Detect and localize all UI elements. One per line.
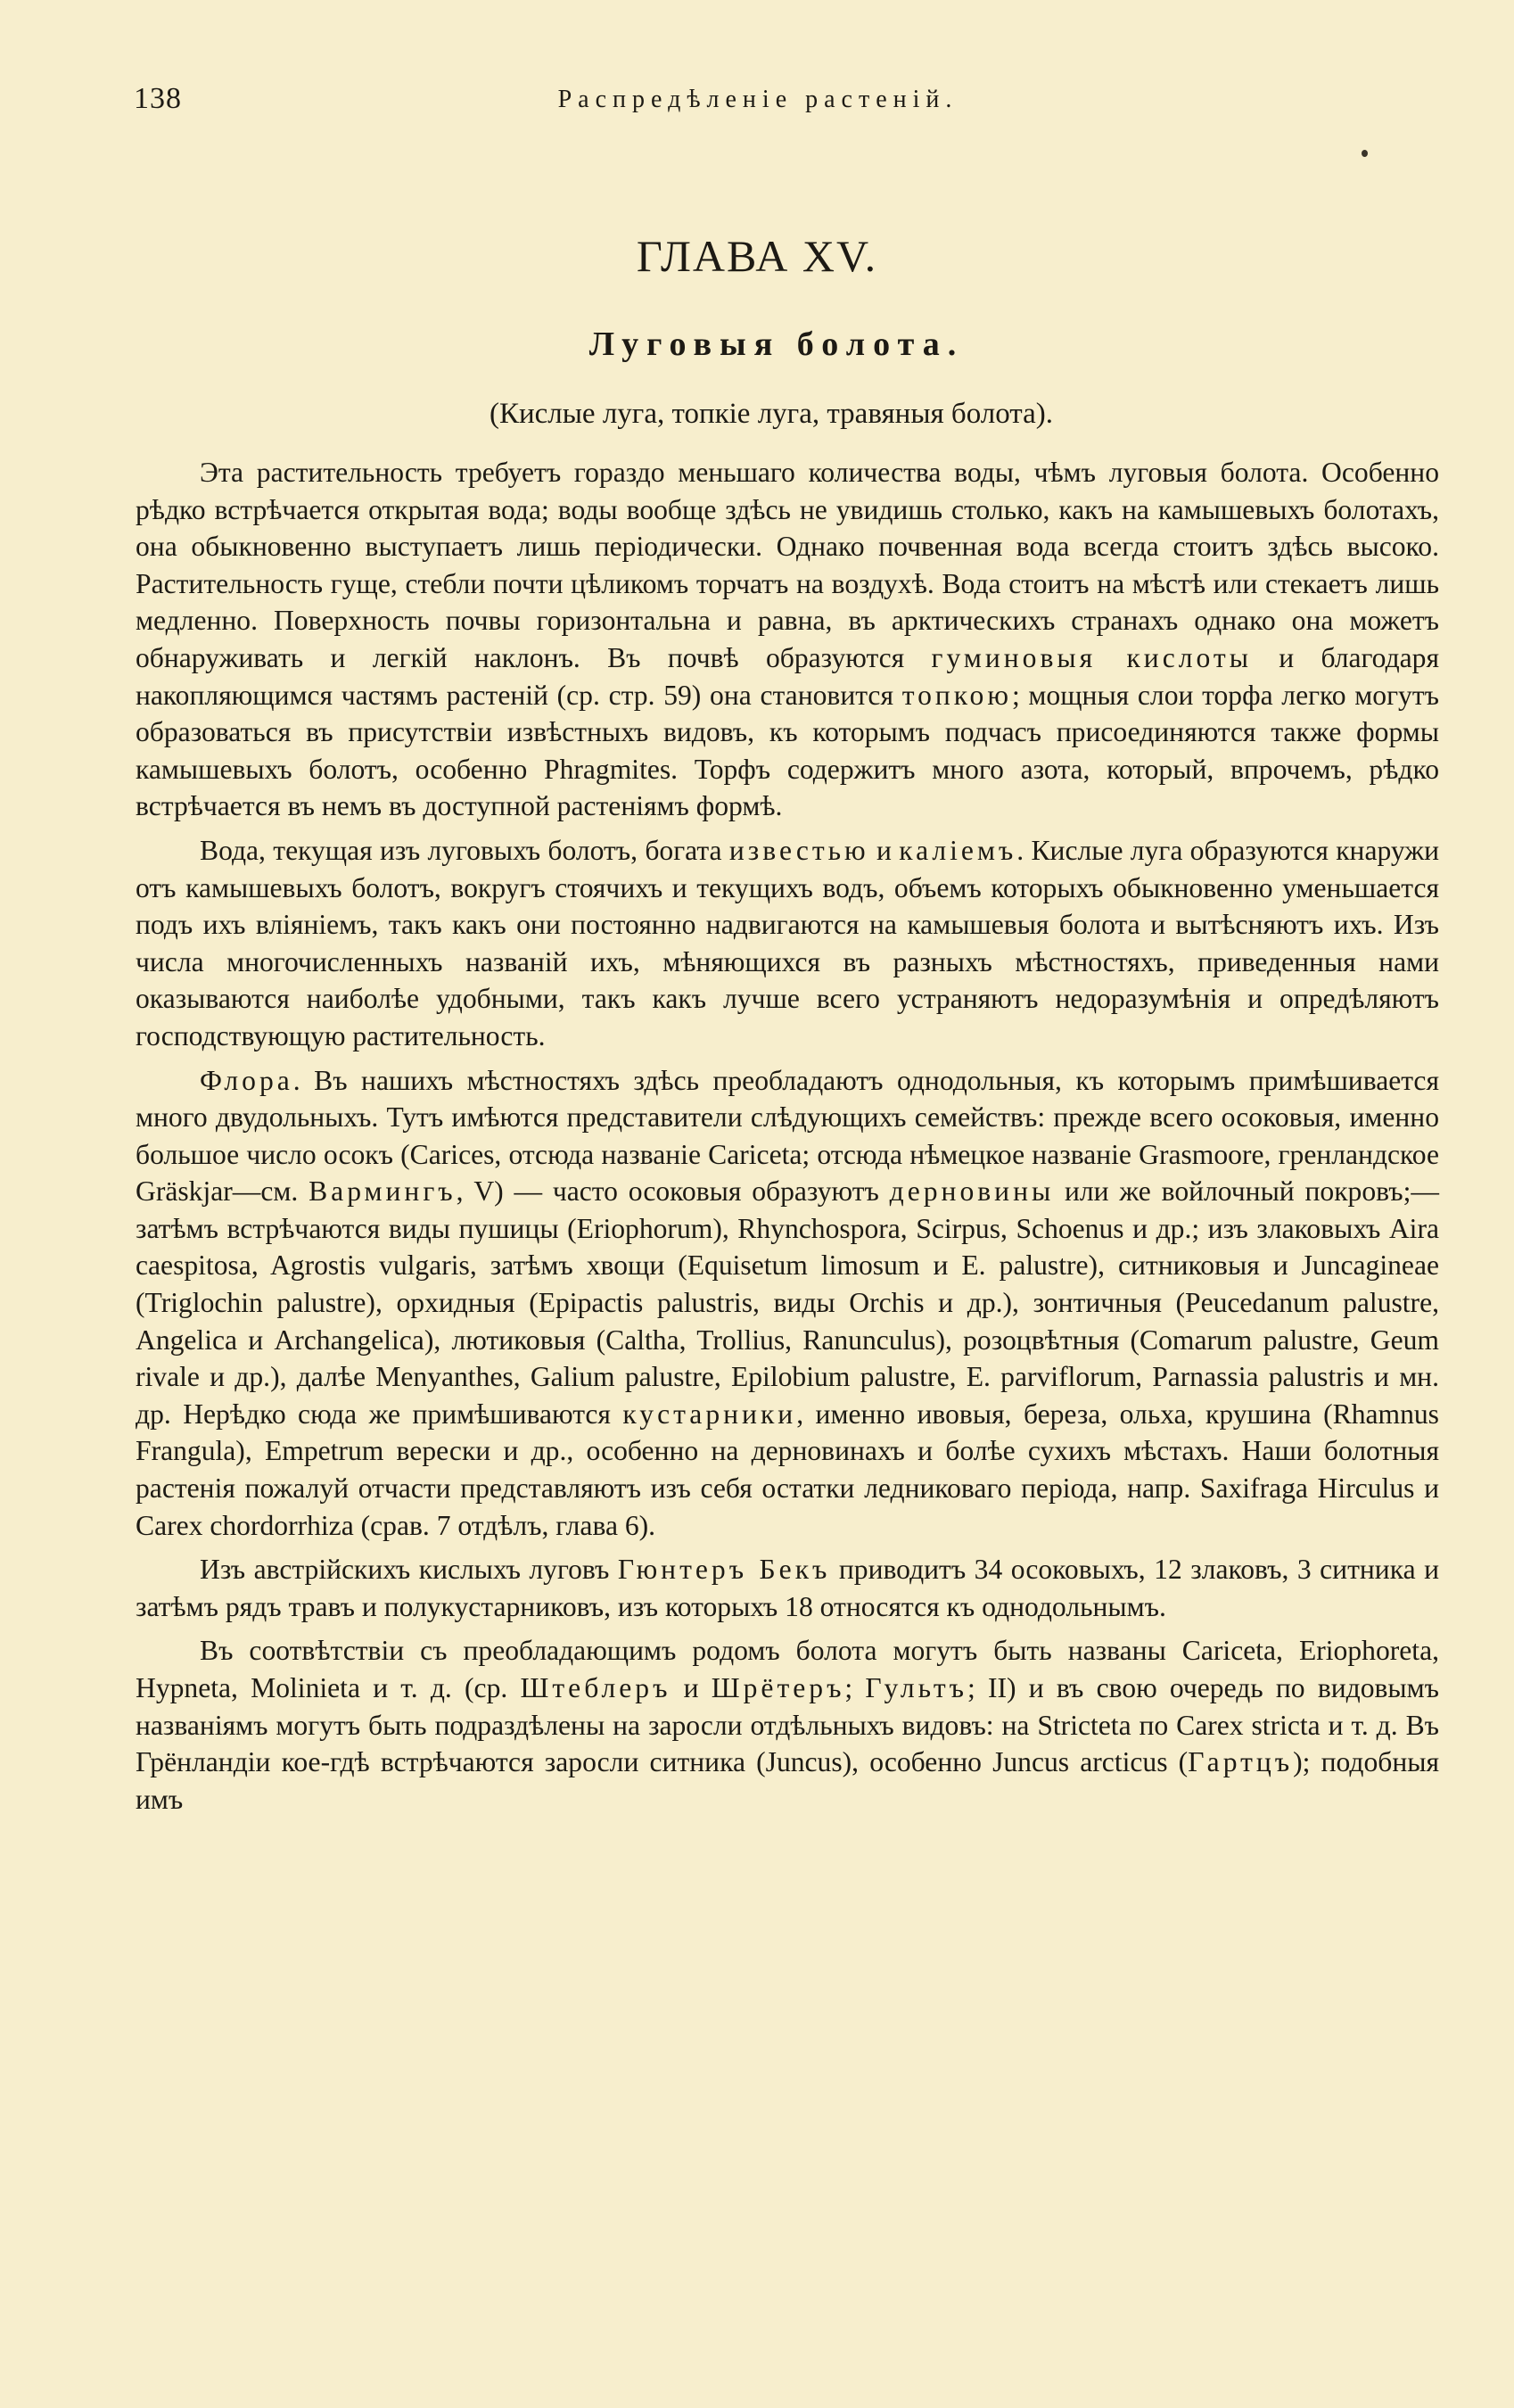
chapter-title: ГЛАВА XV. (636, 231, 878, 281)
spaced-author: Шрётеръ (711, 1672, 845, 1703)
spaced-term: топкою (901, 679, 1012, 711)
spaced-term: гуминовыя кислоты (931, 641, 1252, 673)
spaced-term: известью (728, 834, 869, 866)
spaced-author: Гюнтеръ Бекъ (617, 1554, 831, 1586)
paragraph: Эта растительность требуетъ гораздо меньшаго количества воды, чѣмъ луговыя болота. Особенно рѣдко встрѣчается открытая вода; воды вообще здѣсь не увидишь столько, какъ на камышевыхъ болотахъ, она обыкновенно выступаетъ лишь періодически. Однако почвенная вода всегда стоитъ здѣсь высоко. Растительность гуще, стебли почти цѣликомъ торчатъ на воздухѣ. Вода стоитъ на мѣстѣ или стекаетъ лишь медленно. Поверхность почвы горизонтальна и равна, въ арктическихъ странахъ однако она можетъ обнаруживать и легкій наклонъ. Въ почвѣ образуются гуминовыя кислоты и благодаря накопляющимся частямъ растеній (ср. стр. 59) она становится топкою; мощныя слои торфа легко могутъ образоваться въ присутствіи извѣстныхъ видовъ, къ которымъ подчасъ присоединяются также формы камышевыхъ болотъ, особенно Phragmites. Торфъ содержитъ много азота, который, впрочемъ, рѣдко встрѣчается въ немъ въ доступной растеніямъ формѣ. (136, 457, 1439, 822)
spaced-author: Гартцъ (1188, 1746, 1294, 1778)
paragraph: Изъ австрійскихъ кислыхъ луговъ Гюнтеръ Бекъ приводитъ 34 осоковыхъ, 12 злаковъ, 3 ситника и затѣмъ рядъ травъ и полукустарниковъ, изъ которыхъ 18 относятся къ однодольнымъ. (136, 1554, 1439, 1622)
spaced-author: Гультъ (865, 1672, 968, 1703)
paragraph: Флора. Въ нашихъ мѣстностяхъ здѣсь преобладаютъ однодольныя, къ которымъ примѣшивается много двудольныхъ. Тутъ имѣются представители слѣдующихъ семействъ: прежде всего осоковыя, именно большое число осокъ (Carices, отсюда названіе Cariceta; отсюда нѣмецкое названіе Grasmoore, гренландское Gräskjar—см. Вармингъ, V) — часто осоковыя образуютъ дерновины или же войлочный покровъ;—затѣмъ встрѣчаются виды пушицы (Eriophorum), Rhynchospora, Scirpus, Schoenus и др.; изъ злаковыхъ Aira caespitosa, Agrostis vulgaris, затѣмъ хвощи (Equisetum limosum и E. palustre), ситниковыя и Juncagineae (Triglochin palustre), орхидныя (Epipactis palustris, виды Orchis и др.), зонтичныя (Peucedanum palustre, Angelica и Archangelica), лютиковыя (Caltha, Trollius, Ranunculus), розоцвѣтныя (Comarum palustre, Geum rivale и др.), далѣе Menyanthes, Galium palustre, Epilobium palustre, E. parviflorum, Parnassia palustris и мн. др. Нерѣдко сюда же примѣшиваются кустарники, именно ивовыя, береза, ольха, крушина (Rhamnus Frangula), Empetrum верески и др., особенно на дерновинахъ и болѣе сухихъ мѣстахъ. Наши болотныя растенія пожалуй отчасти представляютъ изъ себя остатки ледниковаго періода, напр. Saxifraga Hirculus и Carex chordorrhiza (срав. 7 отдѣлъ, глава 6). (136, 1064, 1439, 1541)
body-text (136, 454, 1439, 1818)
running-title: Распредѣленіе растеній. (557, 86, 959, 113)
page-header (134, 82, 1409, 127)
spaced-term: дерновины (889, 1175, 1055, 1208)
ink-dot (1362, 150, 1368, 157)
spaced-term: каліемъ (899, 834, 1017, 866)
spaced-author: Вармингъ (309, 1175, 457, 1208)
paragraph: Въ соотвѣтствіи съ преобладающимъ родомъ болота могутъ быть названы Cariceta, Eriophoreta, Hypneta, Molinieta и т. д. (ср. Штеблеръ и Шрётеръ; Гультъ; II) и въ свою очередь по видовымъ названіямъ могутъ быть подраздѣлены на заросли отдѣльныхъ видовъ: на Stricteta по Carex stricta и т. д. Въ Грёнландіи кое-гдѣ встрѣчаются заросли ситника (Juncus), особенно Juncus arcticus (Гартцъ); подобныя имъ (136, 1635, 1439, 1815)
spaced-author: Штеблеръ (520, 1672, 671, 1703)
paragraph: Вода, текущая изъ луговыхъ болотъ, богата известью и каліемъ. Кислые луга образуются кнаружи отъ камышевыхъ болотъ, вокругъ стоячихъ и текущихъ водъ, объемъ которыхъ обыкновенно уменьшается подъ ихъ вліяніемъ, такъ какъ они постоянно надвигаются на камышевыя болота и вытѣсняютъ ихъ. Изъ числа многочисленныхъ названій ихъ, мѣняющихся въ разныхъ мѣстностяхъ, приведенныя нами оказываются наиболѣе удобными, такъ какъ лучше всего устраняютъ недоразумѣнія и опредѣляютъ господствующую растительность. (136, 834, 1439, 1051)
page-number: 138 (134, 82, 182, 115)
section-subtitle: (Кислые луга, топкіе луга, травяныя болота). (489, 398, 1054, 430)
spaced-term: кустарники (622, 1398, 797, 1430)
section-title: Луговыя болота. (588, 326, 965, 363)
spaced-term: Флора (200, 1064, 293, 1096)
